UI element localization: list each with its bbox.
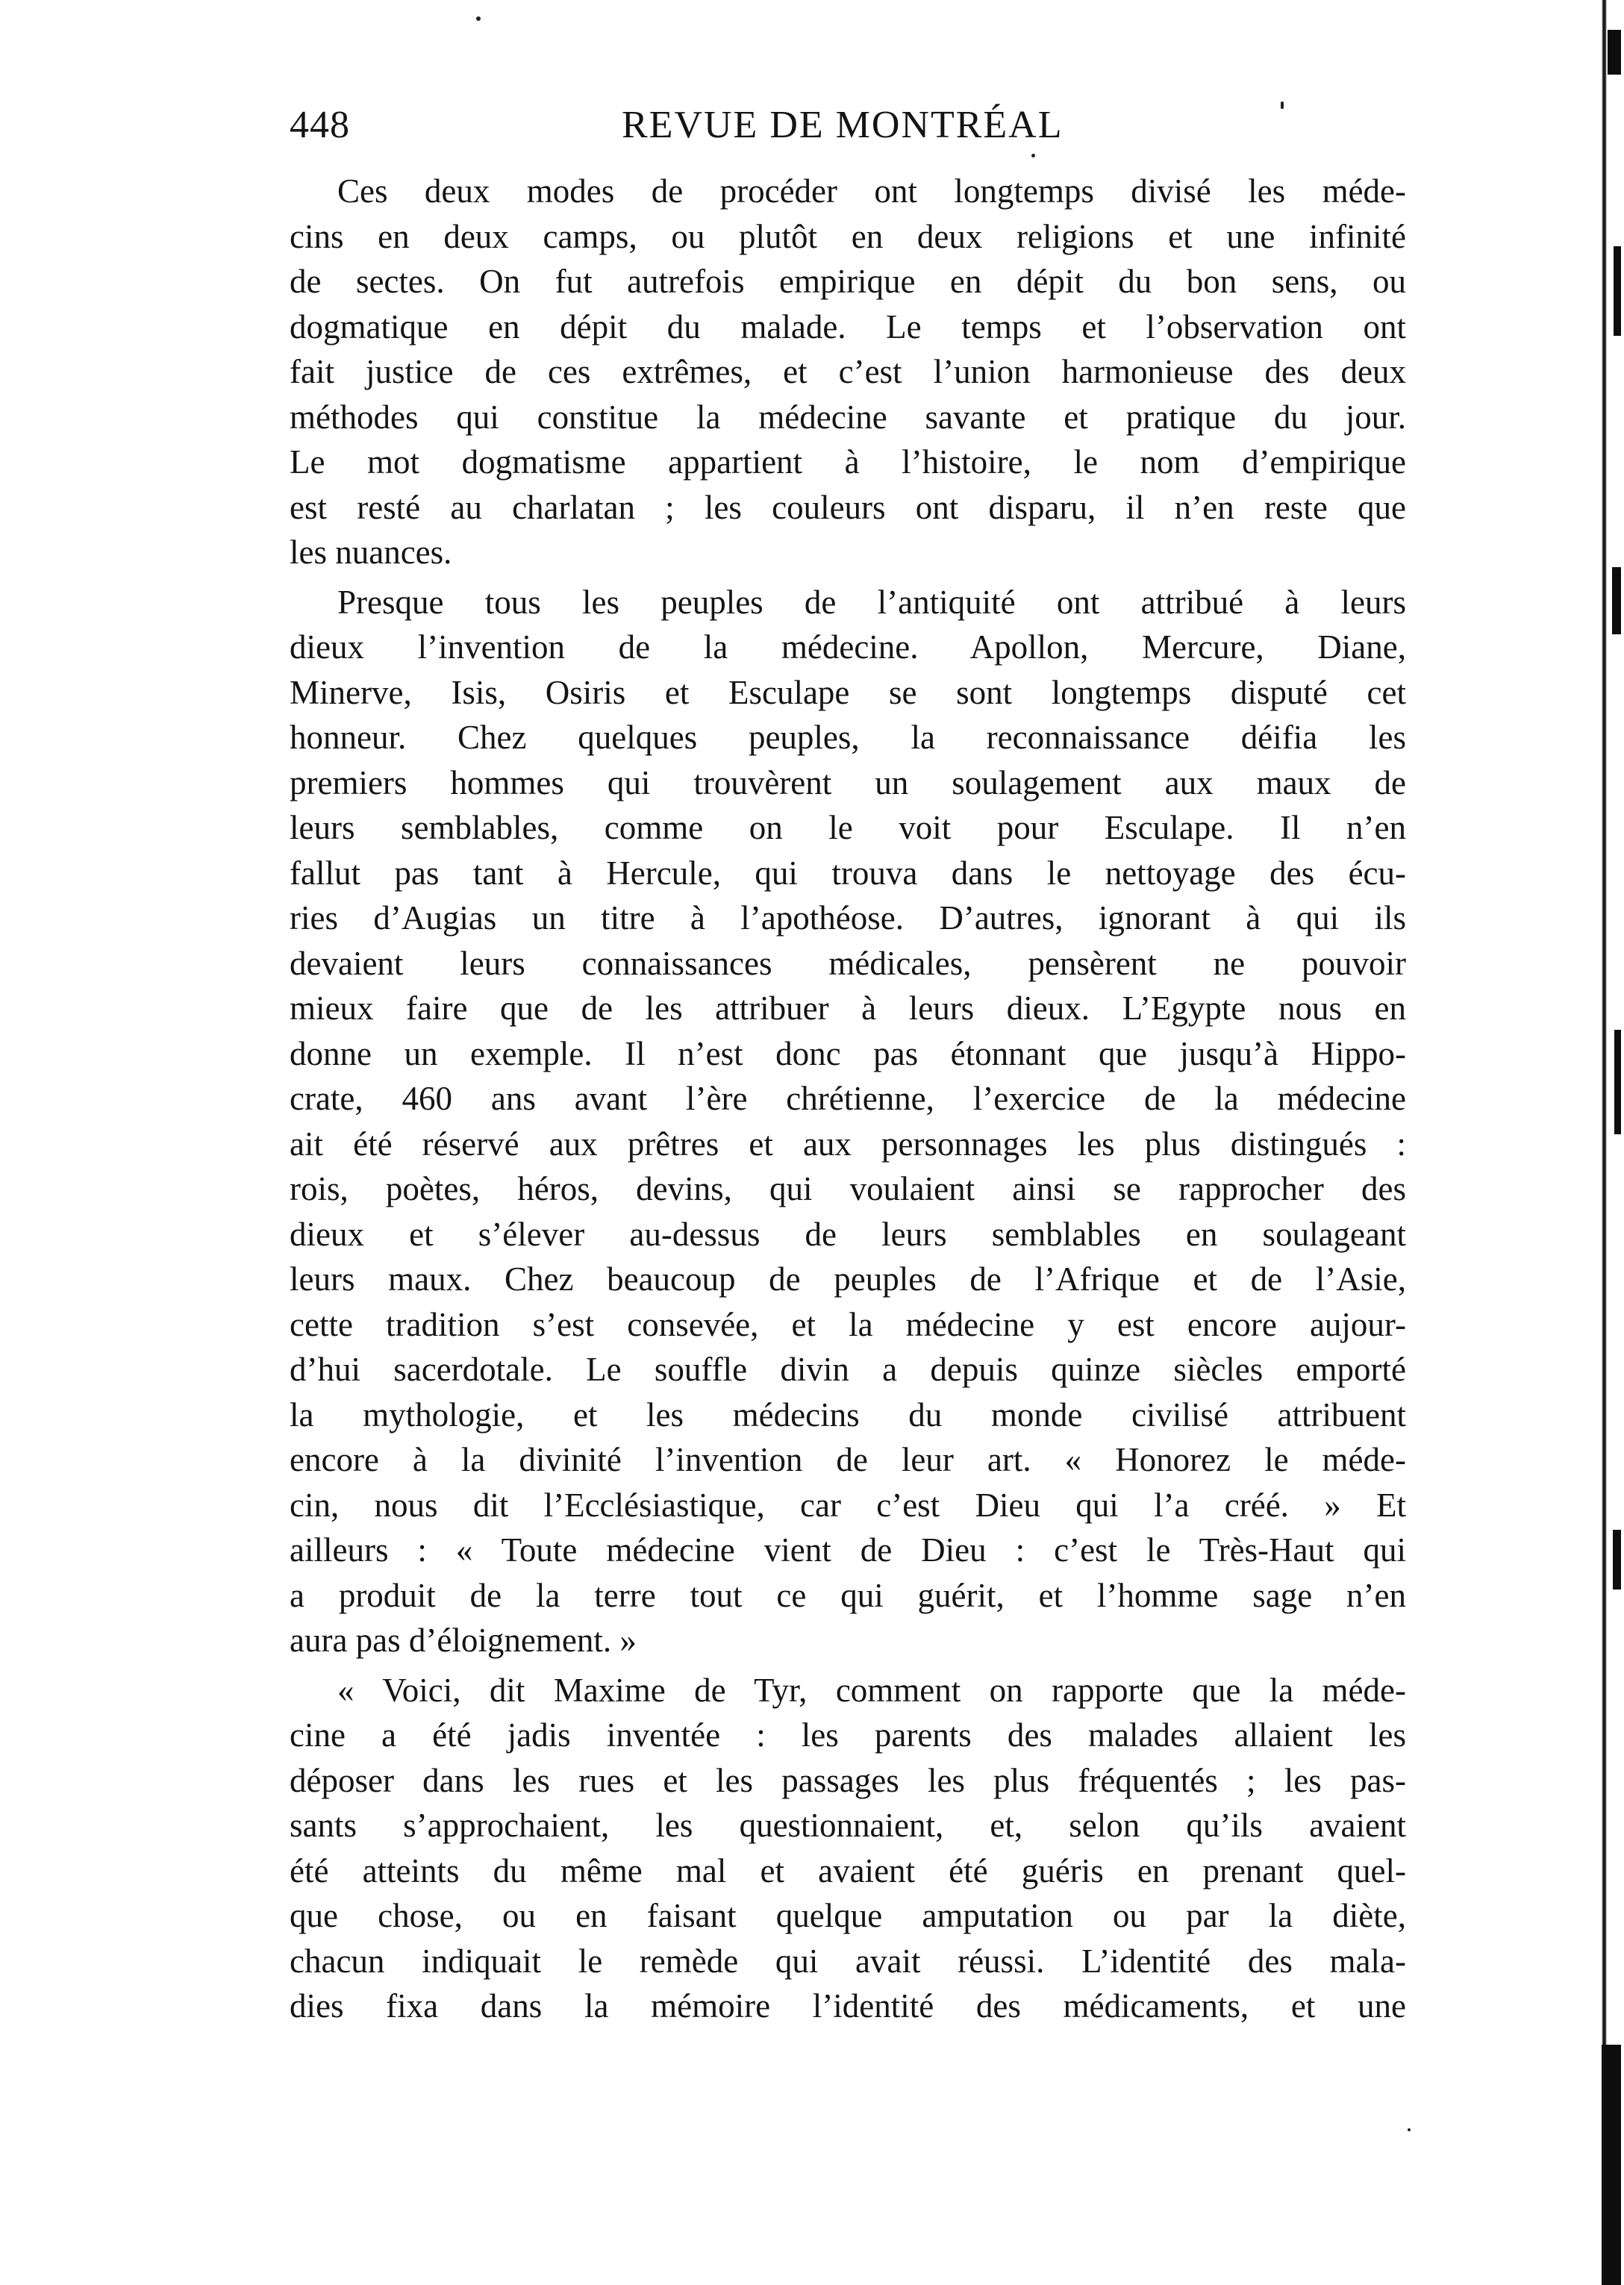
- text-line: ries d’Augias un titre à l’apothéose. D’autres, ignorant à qui ils: [290, 899, 1406, 937]
- binding-shadow: [1613, 1530, 1621, 1590]
- running-title: REVUE DE MONTRÉAL: [622, 104, 1064, 146]
- text-line: a produit de la terre tout ce qui guérit, et l’homme sage n’en: [290, 1576, 1406, 1614]
- text-line: rois, poètes, héros, devins, qui voulaient ainsi se rapprocher des: [290, 1170, 1406, 1207]
- binding-shadow: [1602, 2045, 1621, 2285]
- binding-shadow: [1608, 30, 1621, 75]
- text-line: la mythologie, et les médecins du monde civilisé attribuent: [290, 1395, 1406, 1434]
- text-line: cine a été jadis inventée : les parents des malades allaient les: [290, 1716, 1406, 1754]
- binding-shadow: [1614, 246, 1621, 336]
- page-header: [290, 96, 1409, 155]
- text-line: d’hui sacerdotale. Le souffle divin a depuis quinze siècles emporté: [290, 1351, 1406, 1388]
- text-line: cette tradition s’est consevée, et la médecine y est encore aujour-: [290, 1305, 1406, 1343]
- text-line: méthodes qui constitue la médecine savante et pratique du jour.: [290, 398, 1406, 436]
- text-line: été atteints du même mal et avaient été guéris en prenant quel-: [290, 1851, 1406, 1889]
- scan-speck: [1408, 2128, 1411, 2131]
- binding-shadow: [1612, 567, 1621, 634]
- text-line: Ces deux modes de procéder ont longtemps divisé les méde-: [337, 172, 1406, 210]
- binding-edge: [1597, 0, 1624, 2285]
- text-line: Le mot dogmatisme appartient à l’histoire, le nom d’empirique: [290, 443, 1406, 481]
- text-line: ailleurs : « Toute médecine vient de Dieu : c’est le Très-Haut qui: [290, 1531, 1406, 1569]
- scan-speck: [476, 16, 481, 21]
- text-line: que chose, ou en faisant quelque amputation ou par la diète,: [290, 1897, 1406, 1934]
- text-line: fallut pas tant à Hercule, qui trouva dans le nettoyage des écu-: [290, 854, 1406, 892]
- text-line: dies fixa dans la mémoire l’identité des médicaments, et une: [290, 1987, 1406, 2025]
- text-line: les nuances.: [290, 534, 452, 571]
- text-line: fait justice de ces extrêmes, et c’est l’union harmonieuse des deux: [290, 353, 1406, 390]
- text-line: de sectes. On fut autrefois empirique en dépit du bon sens, ou: [290, 263, 1406, 300]
- text-line: aura pas d’éloignement. »: [290, 1622, 637, 1659]
- text-line: donne un exemple. Il n’est donc pas étonnant que jusqu’à Hippo-: [290, 1034, 1406, 1072]
- text-line: « Voici, dit Maxime de Tyr, comment on rapporte que la méde-: [337, 1671, 1406, 1709]
- text-line: encore à la divinité l’invention de leur art. « Honorez le méde-: [290, 1441, 1406, 1478]
- text-line: honneur. Chez quelques peuples, la reconnaissance déifia les: [290, 719, 1406, 756]
- text-line: dieux et s’élever au-dessus de leurs semblables en soulageant: [290, 1215, 1406, 1253]
- text-line: leurs maux. Chez beaucoup de peuples de l’Afrique et de l’Asie,: [290, 1260, 1406, 1298]
- text-line: Minerve, Isis, Osiris et Esculape se sont longtemps disputé cet: [290, 673, 1406, 711]
- text-line: cins en deux camps, ou plutôt en deux religions et une infinité: [290, 217, 1406, 255]
- paragraph: [290, 580, 1406, 1663]
- binding-shadow: [1614, 1030, 1621, 1134]
- text-line: crate, 460 ans avant l’ère chrétienne, l’exercice de la médecine: [290, 1080, 1406, 1117]
- text-line: leurs semblables, comme on le voit pour Esculape. Il n’en: [290, 809, 1406, 846]
- paragraph: [290, 1668, 1406, 2029]
- text-line: premiers hommes qui trouvèrent un soulagement aux maux de: [290, 763, 1406, 801]
- paragraph: [290, 169, 1406, 575]
- text-line: cin, nous dit l’Ecclésiastique, car c’est Dieu qui l’a créé. » Et: [290, 1486, 1406, 1524]
- body-text: [290, 169, 1406, 2034]
- text-line: ait été réservé aux prêtres et aux personnages les plus distingués :: [290, 1125, 1406, 1163]
- text-line: chacun indiquait le remède qui avait réussi. L’identité des mala-: [290, 1942, 1406, 1980]
- text-line: Presque tous les peuples de l’antiquité ont attribué à leurs: [337, 583, 1406, 621]
- text-line: devaient leurs connaissances médicales, pensèrent ne pouvoir: [290, 944, 1406, 982]
- text-line: sants s’approchaient, les questionnaient, et, selon qu’ils avaient: [290, 1807, 1406, 1844]
- text-line: déposer dans les rues et les passages les plus fréquentés ; les pas-: [290, 1761, 1406, 1799]
- text-line: mieux faire que de les attribuer à leurs dieux. L’Egypte nous en: [290, 990, 1406, 1027]
- page-number: 448: [290, 104, 350, 146]
- text-line: dogmatique en dépit du malade. Le temps et l’observation ont: [290, 307, 1406, 346]
- text-line: dieux l’invention de la médecine. Apollon, Mercure, Diane,: [290, 628, 1406, 666]
- text-line: est resté au charlatan ; les couleurs ont disparu, il n’en reste que: [290, 488, 1406, 526]
